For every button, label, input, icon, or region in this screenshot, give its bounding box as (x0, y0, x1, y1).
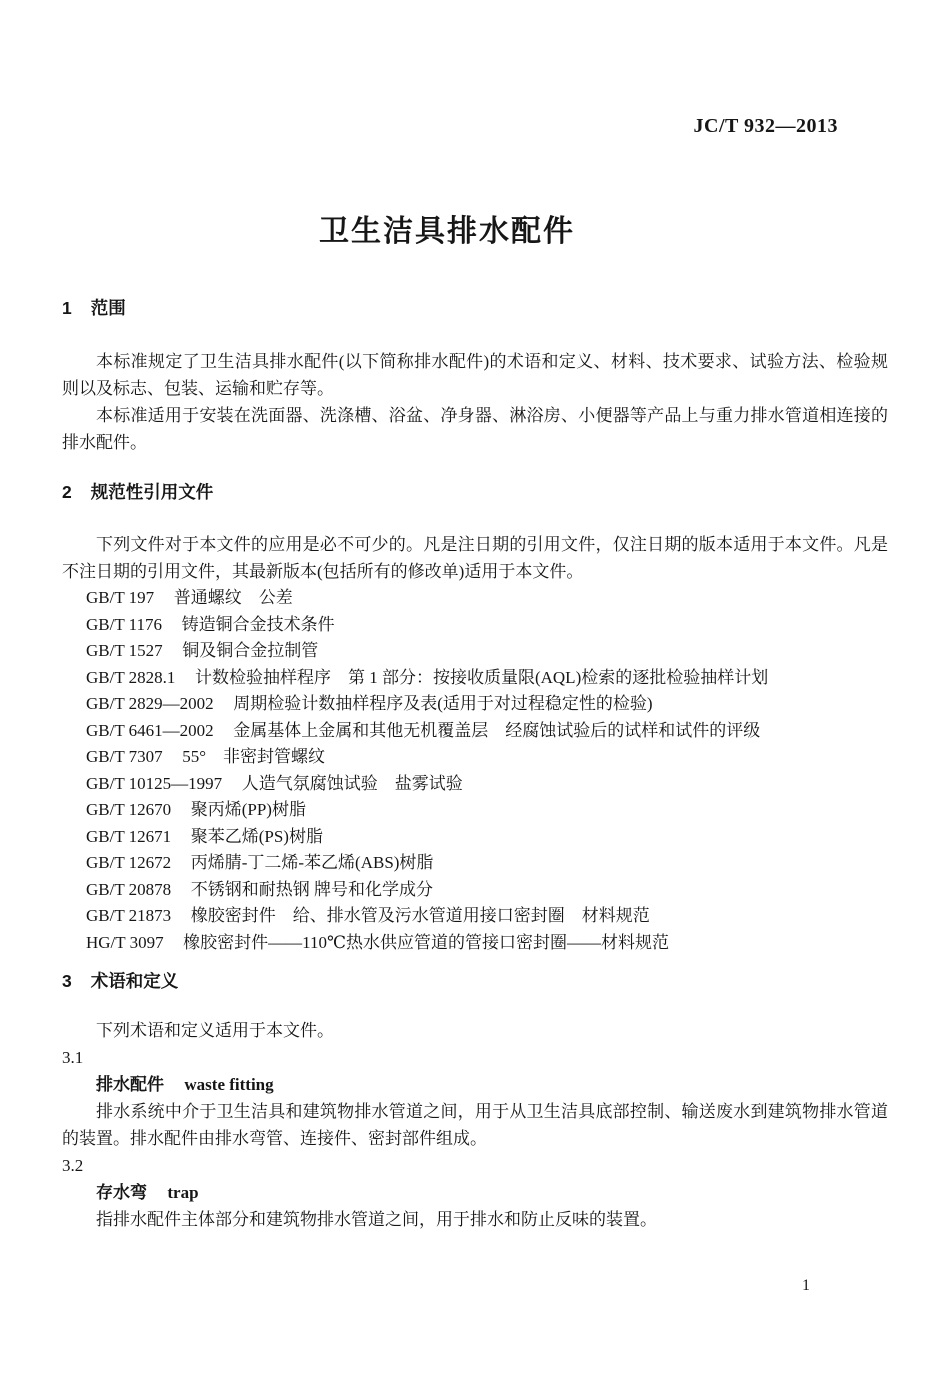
reference-code: GB/T 7307 (86, 747, 163, 766)
section-number: 3 (62, 971, 72, 991)
reference-item (86, 797, 888, 824)
term-chinese: 排水配件 (96, 1075, 164, 1094)
reference-code: GB/T 2829—2002 (86, 694, 214, 713)
reference-item (86, 771, 888, 798)
reference-code: GB/T 12671 (86, 826, 172, 846)
term-name (62, 1179, 888, 1206)
term-english: waste fitting (184, 1075, 274, 1094)
reference-code: GB/T 12672 (86, 853, 172, 872)
reference-title: 金属基体上金属和其他无机覆盖层 经腐蚀试验后的试样和试件的评级 (233, 720, 761, 740)
term-name (62, 1071, 888, 1098)
reference-item (86, 824, 888, 851)
reference-item (86, 718, 888, 745)
reference-code: GB/T 21873 (86, 906, 172, 925)
reference-item (86, 612, 888, 639)
reference-title: 铜及铜合金拉制管 (182, 641, 319, 660)
section-number: 1 (62, 298, 72, 318)
document-title: 卫生洁具排水配件 (319, 215, 575, 248)
reference-item (86, 691, 888, 718)
reference-title: 丙烯腈-丁二烯-苯乙烯(ABS)树脂 (190, 853, 434, 872)
section-heading-text: 范围 (90, 298, 126, 318)
section-normative-references (62, 481, 888, 956)
reference-code: GB/T 12670 (86, 800, 172, 819)
reference-item (86, 850, 888, 877)
section-heading (62, 297, 888, 319)
reference-title: 普通螺纹 公差 (173, 588, 293, 607)
term-english: trap (167, 1183, 199, 1202)
reference-code: GB/T 1176 (86, 614, 163, 634)
reference-title: 周期检验计数抽样程序及表(适用于对过程稳定性的检验) (233, 694, 653, 713)
term-definition-block (62, 1152, 888, 1233)
term-definition: 排水系统中介于卫生洁具和建筑物排水管道之间，用于从卫生洁具底部控制、输送废水到建筑物排水管道的装置。排水配件由排水弯管、连接件、密封部件组成。 (62, 1102, 888, 1148)
section-heading-text: 术语和定义 (90, 971, 179, 991)
term-number: 3.1 (62, 1048, 84, 1067)
reference-code: GB/T 1527 (86, 641, 163, 660)
reference-item (86, 744, 888, 771)
section-number: 2 (62, 482, 72, 502)
reference-code: GB/T 10125—1997 (86, 773, 223, 793)
reference-code: GB/T 20878 (86, 879, 172, 899)
page-content (62, 297, 888, 1233)
reference-list (62, 585, 888, 956)
reference-code: HG/T 3097 (86, 932, 164, 952)
section-heading (62, 481, 888, 503)
paragraph: 本标准适用于安装在洗面器、洗涤槽、浴盆、净身器、淋浴房、小便器等产品上与重力排水管道相连接的排水配件。 (62, 406, 888, 452)
section-heading-text: 规范性引用文件 (90, 482, 214, 502)
paragraph: 下列文件对于本文件的应用是必不可少的。凡是注日期的引用文件，仅注日期的版本适用于本文件。凡是不注日期的引用文件，其最新版本(包括所有的修改单)适用于本文件。 (62, 535, 888, 581)
term-chinese: 存水弯 (96, 1183, 147, 1202)
reference-item (86, 585, 888, 612)
reference-title: 人造气氛腐蚀试验 盐雾试验 (241, 773, 463, 793)
reference-code: GB/T 2828.1 (86, 667, 176, 687)
reference-item (86, 877, 888, 904)
standard-number: JC/T 932—2013 (693, 115, 838, 137)
reference-title: 55° 非密封管螺纹 (182, 747, 326, 766)
section-terms-definitions (62, 970, 888, 1233)
term-number: 3.2 (62, 1156, 84, 1175)
reference-item (86, 903, 888, 930)
page-number: 1 (802, 1277, 810, 1294)
reference-title: 铸造铜合金技术条件 (181, 614, 335, 634)
section-heading (62, 970, 888, 992)
reference-code: GB/T 6461—2002 (86, 720, 214, 740)
term-definition-block (62, 1044, 888, 1152)
paragraph: 下列术语和定义适用于本文件。 (96, 1021, 334, 1040)
reference-title: 聚丙烯(PP)树脂 (190, 800, 306, 819)
reference-title: 橡胶密封件——110℃热水供应管道的管接口密封圈——材料规范 (183, 932, 670, 952)
reference-item (86, 665, 888, 692)
reference-item (86, 930, 888, 957)
reference-title: 不锈钢和耐热钢 牌号和化学成分 (190, 879, 433, 899)
term-definition: 指排水配件主体部分和建筑物排水管道之间，用于排水和防止反味的装置。 (96, 1210, 657, 1229)
paragraph: 本标准规定了卫生洁具排水配件(以下简称排水配件)的术语和定义、材料、技术要求、试验方法、检验规则以及标志、包装、运输和贮存等。 (62, 352, 888, 398)
reference-title: 橡胶密封件 给、排水管及污水管道用接口密封圈 材料规范 (190, 906, 650, 925)
reference-code: GB/T 197 (86, 588, 155, 607)
reference-title: 计数检验抽样程序 第 1 部分：按接收质量限(AQL)检索的逐批检验抽样计划 (194, 667, 769, 687)
reference-item (86, 638, 888, 665)
reference-title: 聚苯乙烯(PS)树脂 (190, 826, 323, 846)
section-scope (62, 297, 888, 456)
